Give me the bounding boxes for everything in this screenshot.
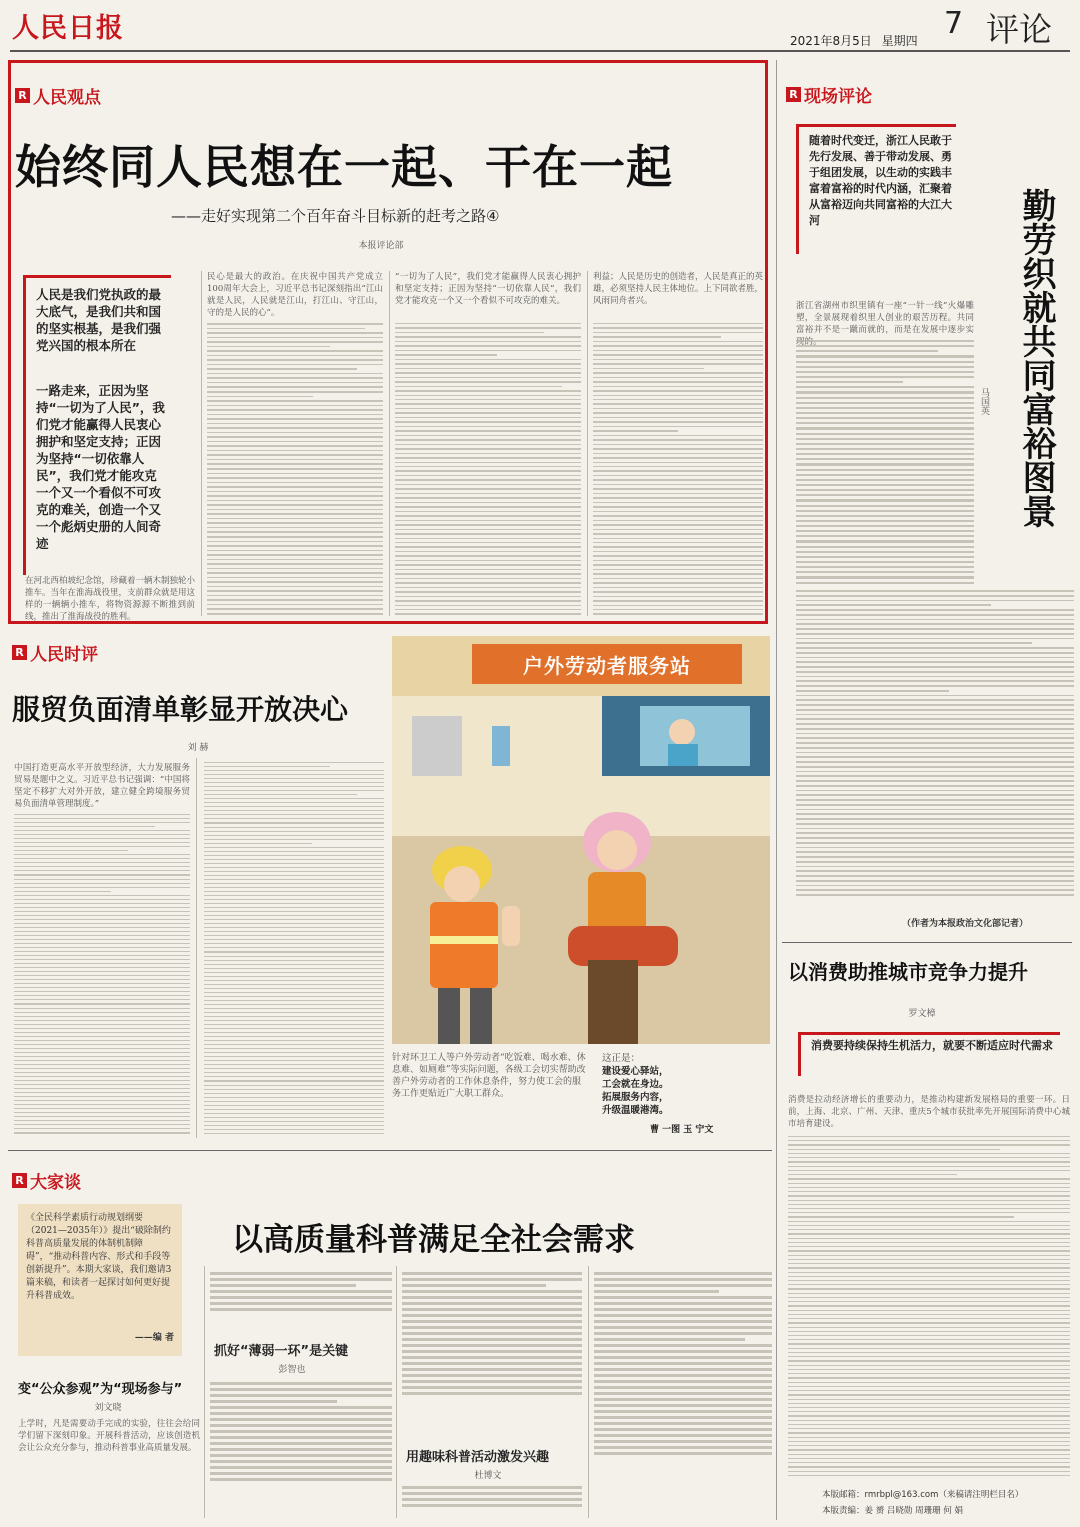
shi-ping-body-lines-2 xyxy=(204,762,384,1134)
shi-ping-headline: 服贸负面清单彰显开放决心 xyxy=(12,693,349,726)
shi-ping-body-lines-1 xyxy=(14,814,190,1134)
right-column-divider xyxy=(776,60,777,1520)
column-divider xyxy=(587,271,588,616)
masthead-rule xyxy=(10,50,1070,52)
page-number: 7 xyxy=(944,6,964,41)
column-divider xyxy=(588,1266,589,1518)
col3-body xyxy=(395,323,581,615)
col-b-lines-top xyxy=(210,1272,392,1328)
item1-body: 上学时，凡是需要动手完成的实验，往往会给同学们留下深刻印象。开展科普活动，应该创造机会让公众充分参与，推动科普事业高质量发展。 xyxy=(18,1419,200,1453)
r-mark-icon: R xyxy=(12,645,27,660)
editor-names: 本版责编：姜 赟 吕晓勋 周珊珊 何 娟 xyxy=(822,1506,964,1516)
col4-text: 利益；人民是历史的创造者，人民是真正的英雄，必须坚持人民主体地位。上下同欲者胜，风雨同舟者兴。 xyxy=(593,272,764,306)
section-label: 大家谈 xyxy=(30,1173,81,1193)
consumption-author: 罗文樟 xyxy=(908,1009,936,1019)
cartoon-illustration xyxy=(392,636,770,1044)
section-label: 现场评论 xyxy=(804,87,872,107)
poem-line-3: 工会就在身边。 xyxy=(602,1079,669,1090)
consumption xyxy=(782,948,1074,1520)
cartoon xyxy=(392,636,772,1136)
col3-text: “一切为了人民”，我们党才能赢得人民衷心拥护和坚定支持；正因为坚持“一切依靠人民”，我们党才能攻克一个又一个看似不可攻克的难关。 xyxy=(395,272,581,306)
people-view-col3 xyxy=(395,271,581,616)
column-divider xyxy=(389,271,390,616)
r-mark-icon: R xyxy=(12,1173,27,1188)
column-divider xyxy=(396,1266,397,1518)
people-view-box xyxy=(8,60,768,624)
field-review-section xyxy=(786,82,872,107)
field-review-note: （作者为本报政治文化部记者） xyxy=(902,919,1029,929)
col2-body xyxy=(207,323,383,615)
service-station-label: 户外劳动者服务站 xyxy=(523,654,691,678)
field-review-body-lines-2 xyxy=(796,590,1074,896)
item3-author: 杜博文 xyxy=(474,1471,502,1481)
cartoon-caption: 针对环卫工人等户外劳动者“吃饭难、喝水难、休息难、如厕难”等实际问题，各级工会切实帮助改善户外劳动者的工作休息条件，努力使工会的服务工作更贴近广大职工群众。 xyxy=(392,1053,586,1099)
section-label: 人民时评 xyxy=(30,645,98,665)
item1-title: 变“公众参观”为“现场参与” xyxy=(18,1382,183,1397)
item3-title: 用趣味科普活动激发兴趣 xyxy=(406,1450,550,1465)
col-c-lines xyxy=(402,1486,582,1516)
poem-line-4: 拓展服务内容， xyxy=(602,1092,669,1103)
page-section: 评论 xyxy=(986,10,1052,49)
issue-date xyxy=(790,32,918,49)
column-divider xyxy=(201,271,202,616)
people-view-col2 xyxy=(207,271,383,616)
col4-body xyxy=(593,323,763,615)
cartoon-credits: 曹 一图 玉 宁文 xyxy=(650,1125,714,1135)
pull-quote-2: 一路走来，正因为坚持“一切为了人民”，我们党才能赢得人民衷心拥护和坚定支持；正因为坚持“一切依靠人民”，我们党才能攻克一个又一个看似不可攻克的难关，创造一个又一个彪炳史册的人间奇迹 xyxy=(36,383,165,551)
worker-figure xyxy=(669,719,695,745)
dajiatan-editor-tag: ——编 者 xyxy=(134,1333,174,1343)
shi-ping-section xyxy=(12,640,98,665)
shi-ping-body: 中国打造更高水平开放型经济，大力发展服务贸易是题中之义。习近平总书记强调：“中国将坚定不移扩大对外开放，建立健全跨境服务贸易负面清单管理制度。” xyxy=(14,763,190,809)
consumption-pull: 消费要持续保持生机活力，就要不断适应时代需求 xyxy=(811,1039,1053,1052)
logo: 人民日报 xyxy=(12,13,124,44)
item1-author: 刘文晓 xyxy=(94,1403,122,1413)
col-b-lines xyxy=(210,1382,392,1516)
consumption-top-rule xyxy=(782,942,1072,943)
dajiatan-intro-box xyxy=(18,1204,182,1356)
dajiatan xyxy=(8,1156,776,1520)
weekday: 星期四 xyxy=(881,34,918,48)
consumption-body: 消费是拉动经济增长的重要动力，是推动构建新发展格局的重要一环。日前，上海、北京、广州、天津、重庆5个城市获批率先开展国际消费中心城市培育建设。 xyxy=(788,1095,1070,1129)
masthead xyxy=(0,0,1080,54)
section-label: 人民观点 xyxy=(33,88,101,108)
dajiatan-intro: 《全民科学素质行动规划纲要（2021—2035年）》提出“破除制约科普高质量发展的体制机制障碍”，“推动科普内容、形式和手段等创新提升”。本期大家谈，我们邀请3篇来稿，和读者一起探讨如何更好提升科普成效。 xyxy=(26,1213,172,1301)
people-view-byline: 本报评论部 xyxy=(358,241,404,251)
cartoon-poem xyxy=(602,1052,752,1117)
dajiatan-headline: 以高质量科普满足全社会需求 xyxy=(232,1222,635,1258)
item2-author: 彭智也 xyxy=(278,1365,306,1375)
dajiatan-top-rule xyxy=(8,1150,772,1151)
col-c-lines-top xyxy=(402,1272,582,1438)
poem-line-2: 建设爱心驿站， xyxy=(602,1066,669,1077)
field-review-body: 浙江省湖州市织里镇有一座“一针一线”火爆雕塑，全景展现着织里人创业的艰苦历程。共同富裕并不是一蹴而就的，而是在发展中逐步实 xyxy=(796,301,974,335)
pull-quote-1: 人民是我们党执政的最大底气，是我们共和国的坚实根基，是我们强党兴国的根本所在 xyxy=(36,287,162,353)
shi-ping xyxy=(8,630,388,1155)
field-review-intro: 随着时代变迁，浙江人民敢于先行发展、善于带动发展、勇于组团发展，以生动的实践丰富着富裕的时代内涵，汇聚着从富裕迈向共同富裕的大江大河 xyxy=(809,134,952,227)
shi-ping-author: 刘 赫 xyxy=(187,743,209,753)
column-divider xyxy=(196,758,197,1138)
column-divider xyxy=(204,1266,205,1518)
dajiatan-section xyxy=(12,1168,81,1193)
consumption-body-lines xyxy=(788,1136,1070,1476)
poem-line-5: 升级温暖港湾。 xyxy=(602,1105,669,1116)
editor-email: 本版邮箱：rmrbpl@163.com（来稿请注明栏目名） xyxy=(822,1490,1024,1500)
consumption-pull-box xyxy=(798,1032,1060,1076)
date: 2021年8月5日 xyxy=(790,34,872,48)
field-review-headline: 勤劳织就共同富裕图景 xyxy=(1016,188,1056,528)
item2-title: 抓好“薄弱一环”是关键 xyxy=(214,1344,349,1359)
poem-line-1: 这正是： xyxy=(602,1053,641,1064)
field-review-author: 马国英 xyxy=(979,388,989,415)
col-d-lines xyxy=(594,1272,772,1516)
people-view-subtitle: ——走好实现第二个百年奋斗目标新的赶考之路④ xyxy=(171,207,500,225)
field-review-body-lines xyxy=(796,340,974,584)
r-mark-icon: R xyxy=(786,87,801,102)
people-view-lead-in: 在河北西柏坡纪念馆，珍藏着一辆木制独轮小推车。当年在淮海战役里，支前群众就是用这样的一辆辆小推车，将物资源源不断推到前线，推出了淮海战役的胜利。 xyxy=(25,576,196,622)
people-view-headline: 始终同人民想在一起、干在一起 xyxy=(15,140,673,194)
people-view-col4 xyxy=(593,271,763,616)
people-view-section xyxy=(15,83,101,108)
consumption-headline: 以消费助推城市竞争力提升 xyxy=(788,960,1028,984)
field-review xyxy=(782,60,1074,940)
col2-text: 民心是最大的政治。在庆祝中国共产党成立100周年大会上，习近平总书记深刻指出“江山就是人民，人民就是江山，打江山、守江山，守的是人民的心”。 xyxy=(207,272,383,318)
field-review-intro-box xyxy=(796,124,956,254)
r-mark-icon: R xyxy=(15,88,30,103)
pull-quote-box xyxy=(23,275,171,575)
